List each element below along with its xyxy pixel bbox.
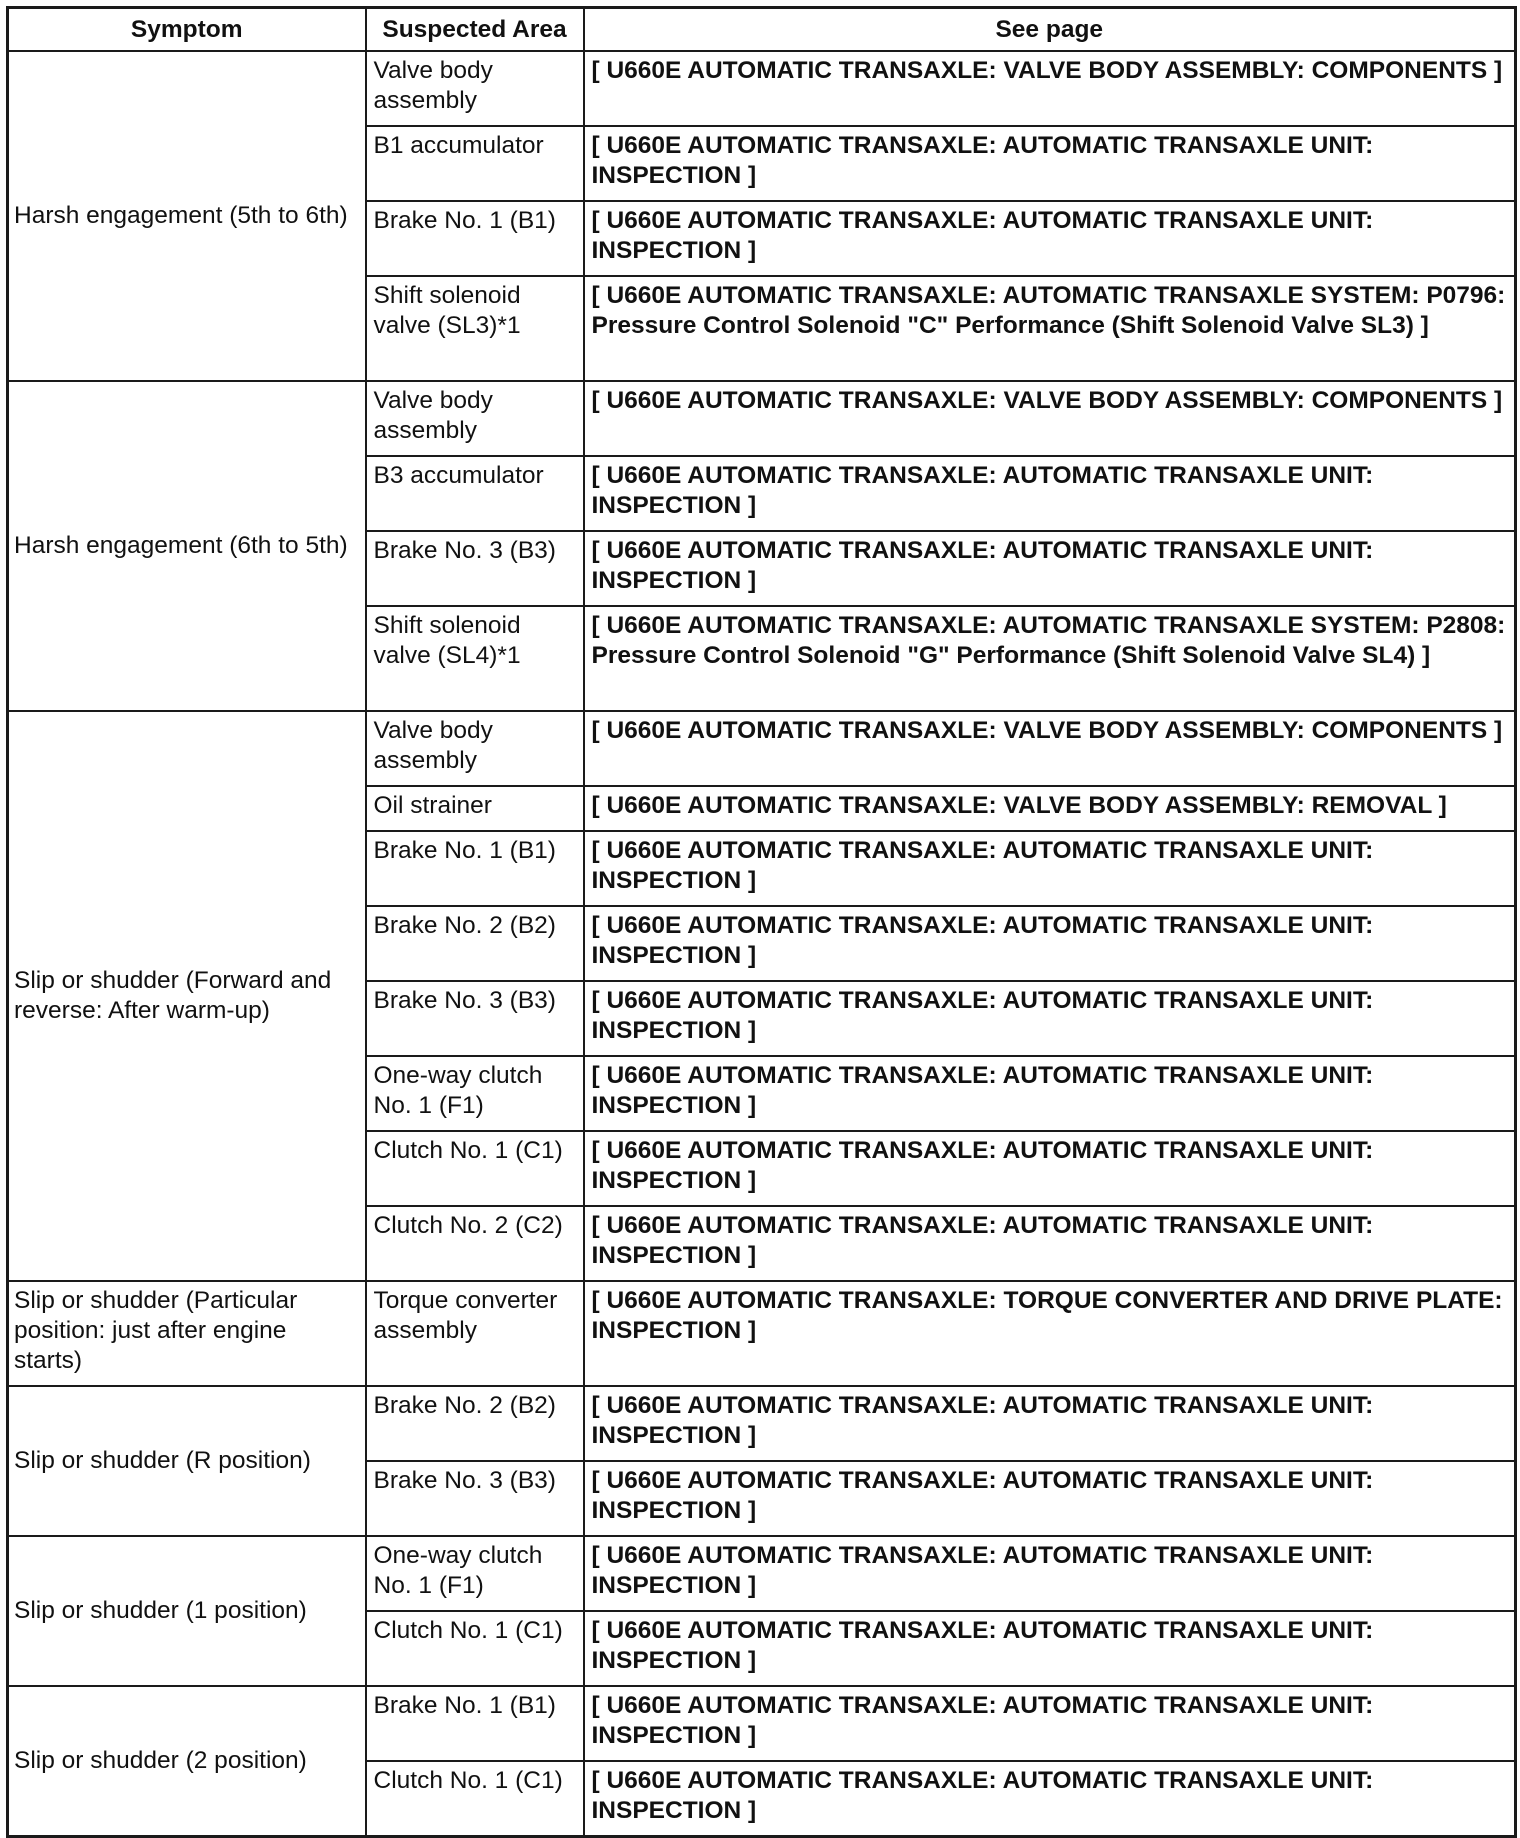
see-page-link[interactable]: [ U660E AUTOMATIC TRANSAXLE: TORQUE CONVERTER AND DRIVE PLATE: INSPECTION ]: [584, 1281, 1516, 1386]
suspected-area-cell: Brake No. 3 (B3): [366, 1461, 584, 1536]
table-row: [8, 1386, 1516, 1461]
see-page-link[interactable]: [ U660E AUTOMATIC TRANSAXLE: AUTOMATIC TRANSAXLE UNIT: INSPECTION ]: [584, 126, 1516, 201]
see-page-link[interactable]: [ U660E AUTOMATIC TRANSAXLE: AUTOMATIC TRANSAXLE UNIT: INSPECTION ]: [584, 1206, 1516, 1281]
symptom-cell: Harsh engagement (5th to 6th): [8, 51, 366, 381]
header-row: [8, 8, 1516, 52]
header-symptom: Symptom: [8, 8, 366, 52]
symptom-cell: Slip or shudder (Particular position: just after engine starts): [8, 1281, 366, 1386]
see-page-link[interactable]: [ U660E AUTOMATIC TRANSAXLE: AUTOMATIC TRANSAXLE UNIT: INSPECTION ]: [584, 1536, 1516, 1611]
symptom-cell: Slip or shudder (Forward and reverse: After warm-up): [8, 711, 366, 1281]
see-page-link[interactable]: [ U660E AUTOMATIC TRANSAXLE: AUTOMATIC TRANSAXLE UNIT: INSPECTION ]: [584, 456, 1516, 531]
table-row: [8, 1536, 1516, 1611]
suspected-area-cell: Clutch No. 1 (C1): [366, 1611, 584, 1686]
suspected-area-cell: Valve body assembly: [366, 711, 584, 786]
suspected-area-cell: One-way clutch No. 1 (F1): [366, 1536, 584, 1611]
suspected-area-cell: Torque converter assembly: [366, 1281, 584, 1386]
see-page-link[interactable]: [ U660E AUTOMATIC TRANSAXLE: AUTOMATIC TRANSAXLE UNIT: INSPECTION ]: [584, 1386, 1516, 1461]
see-page-link[interactable]: [ U660E AUTOMATIC TRANSAXLE: AUTOMATIC TRANSAXLE UNIT: INSPECTION ]: [584, 201, 1516, 276]
see-page-link[interactable]: [ U660E AUTOMATIC TRANSAXLE: AUTOMATIC TRANSAXLE UNIT: INSPECTION ]: [584, 831, 1516, 906]
symptom-cell: Harsh engagement (6th to 5th): [8, 381, 366, 711]
see-page-link[interactable]: [ U660E AUTOMATIC TRANSAXLE: AUTOMATIC TRANSAXLE UNIT: INSPECTION ]: [584, 531, 1516, 606]
suspected-area-cell: One-way clutch No. 1 (F1): [366, 1056, 584, 1131]
see-page-link[interactable]: [ U660E AUTOMATIC TRANSAXLE: VALVE BODY ASSEMBLY: REMOVAL ]: [584, 786, 1516, 831]
suspected-area-cell: Brake No. 3 (B3): [366, 531, 584, 606]
suspected-area-cell: Clutch No. 2 (C2): [366, 1206, 584, 1281]
see-page-link[interactable]: [ U660E AUTOMATIC TRANSAXLE: VALVE BODY ASSEMBLY: COMPONENTS ]: [584, 381, 1516, 456]
see-page-link[interactable]: [ U660E AUTOMATIC TRANSAXLE: AUTOMATIC TRANSAXLE UNIT: INSPECTION ]: [584, 981, 1516, 1056]
see-page-link[interactable]: [ U660E AUTOMATIC TRANSAXLE: AUTOMATIC TRANSAXLE SYSTEM: P2808: Pressure Control Solenoid "G" Performance (Shift Solenoid Valve SL4) ]: [584, 606, 1516, 711]
suspected-area-cell: Valve body assembly: [366, 381, 584, 456]
header-suspected-area: Suspected Area: [366, 8, 584, 52]
suspected-area-cell: B1 accumulator: [366, 126, 584, 201]
see-page-link[interactable]: [ U660E AUTOMATIC TRANSAXLE: AUTOMATIC TRANSAXLE UNIT: INSPECTION ]: [584, 1131, 1516, 1206]
suspected-area-cell: Brake No. 2 (B2): [366, 906, 584, 981]
symptom-cell: Slip or shudder (R position): [8, 1386, 366, 1536]
suspected-area-cell: Brake No. 1 (B1): [366, 1686, 584, 1761]
see-page-link[interactable]: [ U660E AUTOMATIC TRANSAXLE: AUTOMATIC TRANSAXLE SYSTEM: P0796: Pressure Control Solenoid "C" Performance (Shift Solenoid Valve SL3) ]: [584, 276, 1516, 381]
see-page-link[interactable]: [ U660E AUTOMATIC TRANSAXLE: AUTOMATIC TRANSAXLE UNIT: INSPECTION ]: [584, 1056, 1516, 1131]
suspected-area-cell: Brake No. 3 (B3): [366, 981, 584, 1056]
table-row: [8, 1281, 1516, 1386]
suspected-area-cell: Shift solenoid valve (SL3)*1: [366, 276, 584, 381]
table-row: [8, 51, 1516, 126]
table-row: [8, 711, 1516, 786]
table-row: [8, 1686, 1516, 1761]
see-page-link[interactable]: [ U660E AUTOMATIC TRANSAXLE: VALVE BODY ASSEMBLY: COMPONENTS ]: [584, 51, 1516, 126]
symptom-cell: Slip or shudder (2 position): [8, 1686, 366, 1837]
symptom-table: [6, 6, 1517, 1838]
see-page-link[interactable]: [ U660E AUTOMATIC TRANSAXLE: AUTOMATIC TRANSAXLE UNIT: INSPECTION ]: [584, 1611, 1516, 1686]
see-page-link[interactable]: [ U660E AUTOMATIC TRANSAXLE: AUTOMATIC TRANSAXLE UNIT: INSPECTION ]: [584, 1686, 1516, 1761]
header-see-page: See page: [584, 8, 1516, 52]
suspected-area-cell: Valve body assembly: [366, 51, 584, 126]
suspected-area-cell: Oil strainer: [366, 786, 584, 831]
table-body: [8, 51, 1516, 1837]
suspected-area-cell: Clutch No. 1 (C1): [366, 1131, 584, 1206]
suspected-area-cell: Brake No. 1 (B1): [366, 831, 584, 906]
table-row: [8, 381, 1516, 456]
suspected-area-cell: B3 accumulator: [366, 456, 584, 531]
see-page-link[interactable]: [ U660E AUTOMATIC TRANSAXLE: AUTOMATIC TRANSAXLE UNIT: INSPECTION ]: [584, 1761, 1516, 1837]
symptom-cell: Slip or shudder (1 position): [8, 1536, 366, 1686]
see-page-link[interactable]: [ U660E AUTOMATIC TRANSAXLE: VALVE BODY ASSEMBLY: COMPONENTS ]: [584, 711, 1516, 786]
suspected-area-cell: Brake No. 2 (B2): [366, 1386, 584, 1461]
suspected-area-cell: Shift solenoid valve (SL4)*1: [366, 606, 584, 711]
see-page-link[interactable]: [ U660E AUTOMATIC TRANSAXLE: AUTOMATIC TRANSAXLE UNIT: INSPECTION ]: [584, 1461, 1516, 1536]
see-page-link[interactable]: [ U660E AUTOMATIC TRANSAXLE: AUTOMATIC TRANSAXLE UNIT: INSPECTION ]: [584, 906, 1516, 981]
suspected-area-cell: Clutch No. 1 (C1): [366, 1761, 584, 1837]
suspected-area-cell: Brake No. 1 (B1): [366, 201, 584, 276]
